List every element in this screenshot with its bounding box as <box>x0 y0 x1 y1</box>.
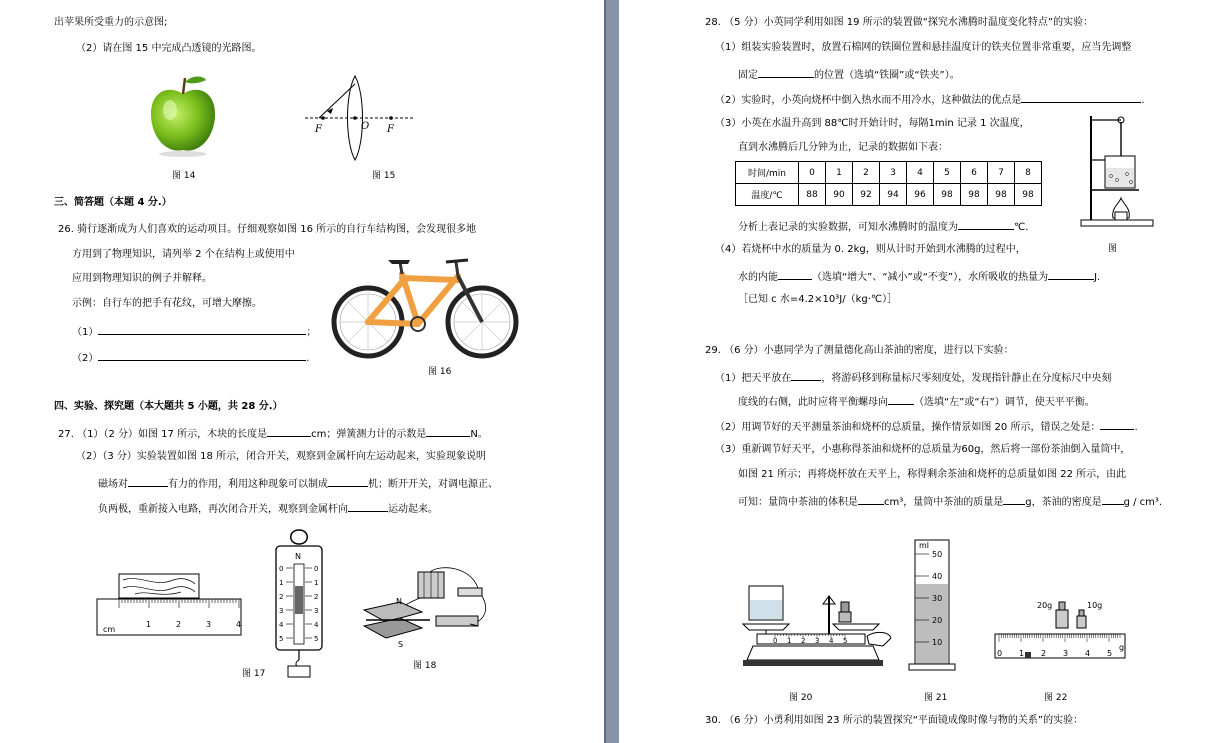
fig19-caption: 图 <box>1108 244 1118 254</box>
ruler-label-4: 4 <box>236 620 242 629</box>
q28-4-line3: ［已知 c 水=4.2×10³J/（kg·℃）］ <box>738 294 898 305</box>
q29-blank-3[interactable] <box>1100 419 1134 430</box>
svg-text:3: 3 <box>279 607 284 615</box>
spring-unit: N <box>295 552 301 561</box>
line-top: 出苹果所受重力的示意图; <box>54 17 168 28</box>
q27-blank-b[interactable] <box>328 476 368 487</box>
svg-text:5: 5 <box>314 635 319 643</box>
svg-text:5: 5 <box>279 635 284 643</box>
balance-figure <box>743 580 893 680</box>
convex-lens-figure <box>305 74 415 164</box>
q28-title: 28. （5 分）小英同学利用如图 19 所示的装置做“探究水沸腾时温度变化特点”的实验： <box>705 17 1094 28</box>
q29-1-line1: （1）把天平放在 ，将游码移到称量标尺零刻度处，发现指针静止在分度标尺中央刻 <box>715 370 1111 385</box>
svg-text:4: 4 <box>279 621 284 629</box>
q28-blank-3[interactable] <box>958 219 1014 230</box>
svg-text:3: 3 <box>1063 649 1069 658</box>
q28-2: （2）实验时，小英向烧杯中倒入热水而不用冷水，这种做法的优点是 . <box>715 92 1145 107</box>
svg-text:3: 3 <box>314 607 319 615</box>
q26-line3: 应用到物理知识的例子并解释。 <box>72 273 212 284</box>
fig18-caption: 图 18 <box>413 661 437 671</box>
q26-blank-2[interactable] <box>98 350 306 361</box>
q29-blank-6[interactable] <box>1102 494 1124 505</box>
svg-text:2: 2 <box>314 593 319 601</box>
svg-text:1: 1 <box>314 579 319 587</box>
section-3-heading: 三、简答题（本题 4 分.） <box>54 197 172 208</box>
q27-2-line2: 磁场对 有力的作用，利用这种现象可以制成 机；断开开关，对调电源正、 <box>98 476 498 491</box>
q29-2: （2）用调节好的天平测量茶油和烧杯的总质量，操作情景如图 20 所示，错误之处是： . <box>715 419 1138 434</box>
fig18-n-label: N <box>396 597 402 606</box>
q29-3-line1: （3）重新调节好天平，小惠称得茶油和烧杯的总质量为60g，然后将一部份茶油倒入量筒中， <box>715 444 1131 455</box>
svg-text:50: 50 <box>932 550 943 559</box>
right-page <box>619 0 1223 743</box>
q28-blank-2[interactable] <box>1021 92 1141 103</box>
graduated-cylinder-figure <box>909 536 957 672</box>
q26-line1: 26. 骑行逐渐成为人们喜欢的运动项目。仔细观察如图 16 所示的自行车结构图，会发现很多地 <box>58 224 477 235</box>
q29-blank-4[interactable] <box>858 494 884 505</box>
svg-text:1: 1 <box>279 579 284 587</box>
q29-3-line2: 如图 21 所示；再将烧杯放在天平上，称得剩余茶油和烧杯的总质量如图 22 所示，由此 <box>738 469 1127 480</box>
electromagnetic-experiment-figure <box>360 566 492 650</box>
svg-text:10: 10 <box>932 638 943 647</box>
q28-blank-5[interactable] <box>1048 269 1094 280</box>
temperature-table <box>735 161 1042 206</box>
weight-20g-label: 20g <box>1037 601 1053 610</box>
svg-text:1: 1 <box>787 637 792 645</box>
q29-3-line3: 可知：量筒中茶油的体积是 cm³，量筒中茶油的质量是 g，茶油的密度是 g / cm³. <box>738 494 1162 509</box>
fig20-caption: 图 20 <box>789 693 813 703</box>
svg-text:5: 5 <box>843 637 848 645</box>
table-row-temp: 温度/℃ 88 90 92 94 96 98 98 98 98 <box>736 184 1042 206</box>
q26-answer-1: （1） ； <box>72 324 316 339</box>
ruler-label-3: 3 <box>206 620 212 629</box>
svg-text:4: 4 <box>829 637 834 645</box>
q27-2-line3: 负两极，重新接入电路，再次闭合开关，观察到金属杆向 运动起来。 <box>98 501 438 516</box>
q28-3-line1: （3）小英在水温升高到 88℃时开始计时，每隔1min 记录 1 次温度， <box>715 118 1030 129</box>
svg-text:2: 2 <box>1041 649 1047 658</box>
fig14-caption: 图 14 <box>172 171 196 181</box>
lens-o: O <box>361 121 370 132</box>
q28-1-line1: （1）组装实验装置时，放置石棉网的铁圈位置和悬挂温度计的铁夹位置非常重要，应当先调整 <box>715 42 1132 53</box>
q28-4-line1: （4）若烧杯中水的质量为 0. 2kg，则从计时开始到水沸腾的过程中， <box>715 244 1026 255</box>
boiling-apparatus-figure <box>1077 112 1157 230</box>
q28-blank-1[interactable] <box>758 67 814 78</box>
svg-text:30: 30 <box>932 594 943 603</box>
q28-blank-4[interactable] <box>778 269 812 280</box>
apple-figure <box>148 74 218 158</box>
q27-1: 27. （1）（2 分）如图 17 所示，木块的长度是 cm；弹簧测力计的示数是 N。 <box>58 426 488 441</box>
bicycle-figure <box>330 252 522 360</box>
svg-text:5: 5 <box>1107 649 1113 658</box>
svg-text:40: 40 <box>932 572 943 581</box>
fig17-caption: 图 17 <box>242 669 266 679</box>
section-4-heading: 四、实验、探究题（本大题共 5 小题，共 28 分.） <box>54 401 283 412</box>
q27-blank-length[interactable] <box>267 426 311 437</box>
cylinder-unit: ml <box>919 541 930 550</box>
left-page <box>0 0 604 743</box>
q26-example: 示例：自行车的把手有花纹，可增大摩擦。 <box>72 298 262 309</box>
q29-title: 29. （6 分）小惠同学为了测量德化高山茶油的密度，进行以下实验： <box>705 345 1014 356</box>
svg-text:20: 20 <box>932 616 943 625</box>
svg-text:0: 0 <box>997 649 1003 658</box>
svg-text:g: g <box>1119 643 1125 652</box>
weight-10g-label: 10g <box>1087 601 1103 610</box>
fig18-s-label: S <box>398 640 404 649</box>
ruler-label-1: 1 <box>146 620 152 629</box>
q28-4-line2: 水的内能 （选填“增大”、“减小”或“不变”），水所吸收的热量为 J. <box>738 269 1100 284</box>
q25-2: （2）请在图 15 中完成凸透镜的光路图。 <box>76 43 262 54</box>
svg-text:1: 1 <box>1019 649 1025 658</box>
q28-1-line2: 固定 的位置（选填“铁圈”或“铁夹”）。 <box>738 67 960 82</box>
ruler-figure <box>95 572 245 640</box>
q28-3-line2: 直到水沸腾后几分钟为止，记录的数据如下表： <box>738 142 948 153</box>
q27-blank-a[interactable] <box>128 476 168 487</box>
svg-text:0: 0 <box>314 565 319 573</box>
q29-blank-2[interactable] <box>888 394 914 405</box>
lens-f-left: F <box>315 124 322 135</box>
fig21-caption: 图 21 <box>924 693 948 703</box>
q26-blank-1[interactable] <box>98 324 306 335</box>
svg-text:2: 2 <box>801 637 806 645</box>
spring-scale-figure <box>268 528 330 678</box>
fig16-caption: 图 16 <box>428 367 452 377</box>
q27-2-line1: （2）（3 分）实验装置如图 18 所示，闭合开关，观察到金属杆向左运动起来，实验现象说明 <box>76 451 486 462</box>
svg-text:4: 4 <box>1085 649 1091 658</box>
q27-blank-c[interactable] <box>348 501 388 512</box>
fig15-caption: 图 15 <box>372 171 396 181</box>
svg-text:0: 0 <box>773 637 778 645</box>
q30-title: 30. （6 分）小勇利用如图 23 所示的装置探究“平面镜成像时像与物的关系”的实验： <box>705 715 1084 726</box>
fig22-caption: 图 22 <box>1044 693 1068 703</box>
q26-line2: 方用到了物理知识，请列举 2 个在结构上或使用中 <box>72 249 295 260</box>
weights-scale-figure <box>993 596 1129 664</box>
lens-f-right: F <box>387 124 394 135</box>
svg-text:2: 2 <box>279 593 284 601</box>
q28-3-line3: 分析上表记录的实验数据，可知水沸腾时的温度为 ℃. <box>738 219 1028 234</box>
table-row-time: 时间/min 0 1 2 3 4 5 6 7 8 <box>736 162 1042 184</box>
q29-blank-5[interactable] <box>1003 494 1025 505</box>
ruler-label-2: 2 <box>176 620 182 629</box>
table-header-temp: 温度/℃ <box>736 184 799 206</box>
svg-text:4: 4 <box>314 621 319 629</box>
q27-blank-force[interactable] <box>426 426 470 437</box>
q26-answer-2: （2） . <box>72 350 310 365</box>
ruler-unit: cm <box>103 625 116 634</box>
q29-1-line2: 度线的右侧，此时应将平衡螺母向 （选填“左”或“右”）调节，使天平平衡。 <box>738 394 1095 409</box>
q29-blank-1[interactable] <box>791 370 821 381</box>
svg-text:3: 3 <box>815 637 820 645</box>
svg-text:0: 0 <box>279 565 284 573</box>
table-header-time: 时间/min <box>736 162 799 184</box>
page-gutter <box>604 0 619 743</box>
